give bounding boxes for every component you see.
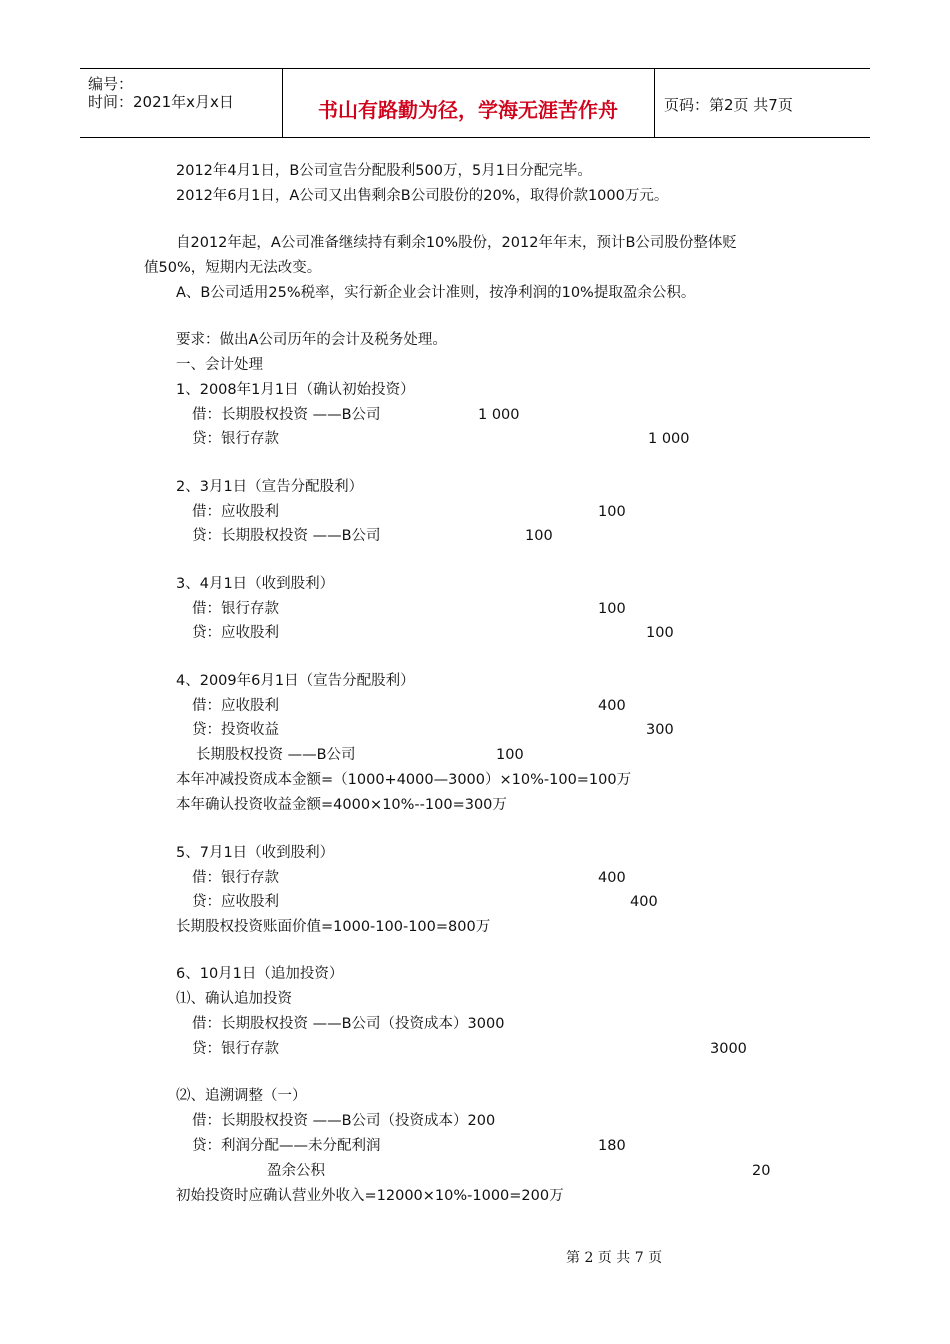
- text-line: 4、2009年6月1日（宣告分配股利）: [176, 673, 415, 689]
- text-line: 1 000: [648, 431, 690, 447]
- text-line: 贷：银行存款: [192, 431, 279, 447]
- text-line: 贷：应收股利: [192, 894, 279, 910]
- text-line: 要求：做出A公司历年的会计及税务处理。: [176, 332, 447, 348]
- text-line: ⑴、确认追加投资: [176, 991, 292, 1007]
- header-left-cell: [80, 69, 283, 137]
- text-line: 180: [598, 1138, 626, 1154]
- header-motto: 书山有路勤为径，学海无涯苦作舟: [318, 98, 618, 122]
- text-line: 20: [752, 1163, 771, 1179]
- time-label: 时间：2021年x月x日: [88, 93, 234, 111]
- serial-label: 编号：: [88, 75, 134, 93]
- text-line: 3000: [710, 1041, 747, 1057]
- text-line: 300: [646, 722, 674, 738]
- text-line: 100: [646, 625, 674, 641]
- text-line: 长期股权投资 ——B公司: [196, 747, 356, 763]
- text-line: 借：长期股权投资 ——B公司（投资成本）200: [192, 1113, 496, 1129]
- text-line: 本年确认投资收益金额=4000×10%--100=300万: [176, 797, 507, 813]
- text-line: 初始投资时应确认营业外收入=12000×10%-1000=200万: [176, 1188, 564, 1204]
- text-line: 6、10月1日（追加投资）: [176, 966, 344, 982]
- text-line: 贷：长期股权投资 ——B公司: [192, 528, 381, 544]
- text-line: 借：长期股权投资 ——B公司: [192, 407, 381, 423]
- text-line: 1 000: [478, 407, 520, 423]
- text-line: 100: [496, 747, 524, 763]
- text-line: 值50%，短期内无法改变。: [144, 260, 322, 276]
- text-line: 自2012年起，A公司准备继续持有剩余10%股份，2012年年末，预计B公司股份整体贬: [176, 235, 737, 251]
- text-line: 贷：投资收益: [192, 722, 279, 738]
- text-line: 借：应收股利: [192, 504, 279, 520]
- text-line: 长期股权投资账面价值=1000-100-100=800万: [176, 919, 491, 935]
- text-line: 5、7月1日（收到股利）: [176, 845, 335, 861]
- text-line: 400: [630, 894, 658, 910]
- header-motto-cell: [282, 69, 655, 137]
- text-line: 本年冲减投资成本金额=（1000+4000—3000）×10%-100=100万: [176, 772, 632, 788]
- text-line: 借：银行存款: [192, 870, 279, 886]
- text-line: ⑵、追溯调整（一）: [176, 1088, 307, 1104]
- text-line: 贷：利润分配——未分配利润: [192, 1138, 381, 1154]
- text-line: 借：银行存款: [192, 601, 279, 617]
- text-line: 100: [598, 504, 626, 520]
- text-line: 100: [598, 601, 626, 617]
- text-line: 400: [598, 870, 626, 886]
- text-line: 1、2008年1月1日（确认初始投资）: [176, 382, 415, 398]
- text-line: 400: [598, 698, 626, 714]
- text-line: 2、3月1日（宣告分配股利）: [176, 479, 364, 495]
- text-line: 3、4月1日（收到股利）: [176, 576, 335, 592]
- text-line: 盈余公积: [267, 1163, 325, 1179]
- text-line: 借：应收股利: [192, 698, 279, 714]
- page-header: [80, 68, 870, 138]
- text-line: 借：长期股权投资 ——B公司（投资成本）3000: [192, 1016, 505, 1032]
- page-footer: 第 2 页 共 7 页: [566, 1250, 663, 1266]
- text-line: A、B公司适用25%税率，实行新企业会计准则，按净利润的10%提取盈余公积。: [176, 285, 696, 301]
- text-line: 一、会计处理: [176, 357, 263, 373]
- header-right-cell: [654, 69, 870, 137]
- text-line: 2012年6月1日，A公司又出售剩余B公司股份的20%，取得价款1000万元。: [176, 188, 669, 204]
- text-line: 100: [525, 528, 553, 544]
- text-line: 2012年4月1日，B公司宣告分配股利500万，5月1日分配完毕。: [176, 163, 592, 179]
- text-line: 贷：银行存款: [192, 1041, 279, 1057]
- header-page-number: 页码：第2页 共7页: [664, 96, 793, 114]
- text-line: 贷：应收股利: [192, 625, 279, 641]
